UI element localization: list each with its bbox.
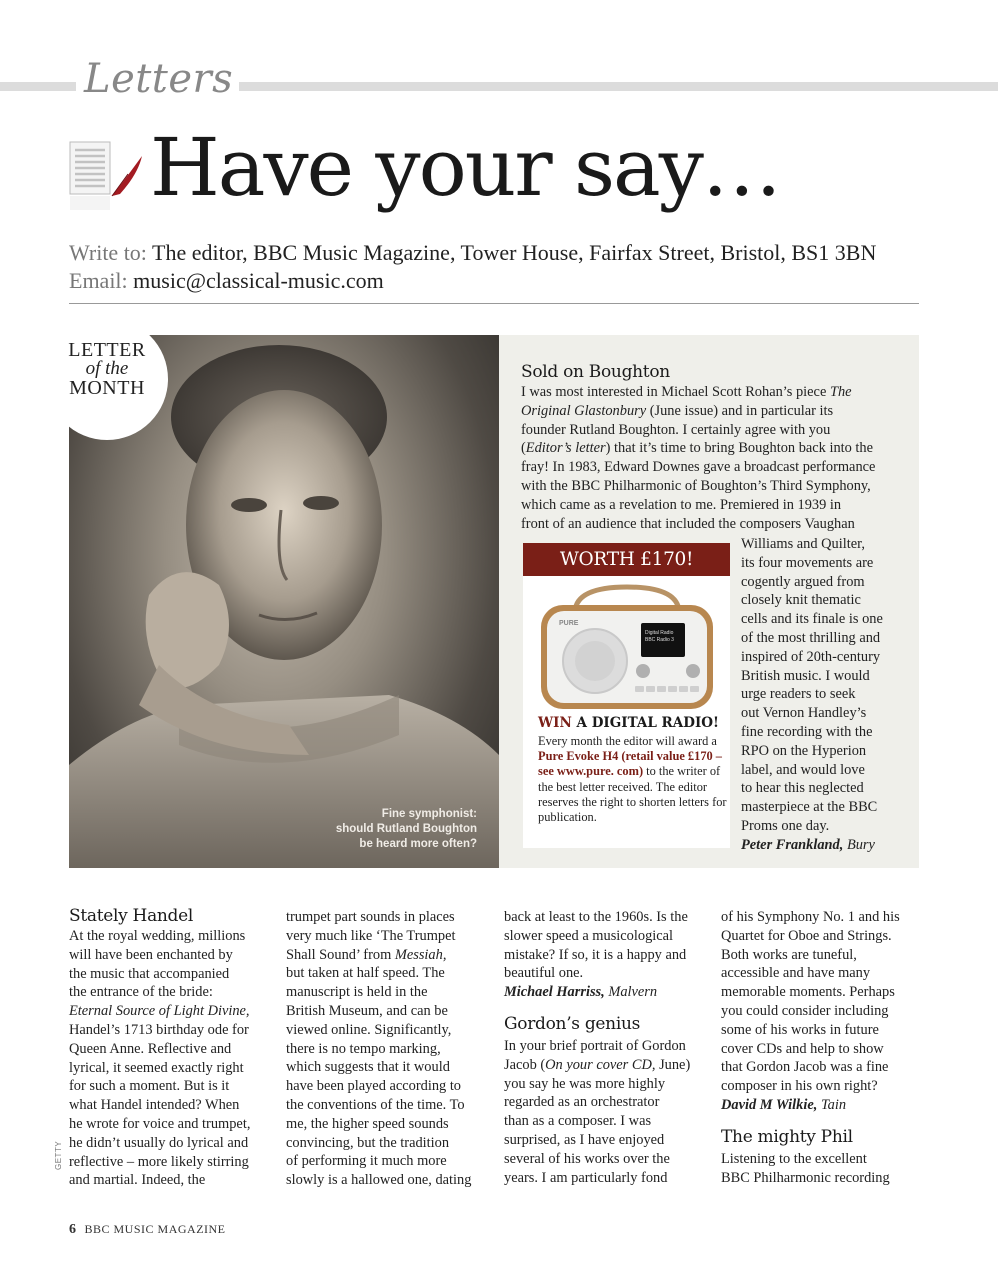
header-rule [69, 303, 919, 304]
page-number: 6 [69, 1222, 77, 1237]
lotm-line: (Editor’s letter) that it’s time to bring Boughton back into the [521, 440, 874, 457]
handel-line: trumpet part sounds in places [286, 909, 455, 925]
gordon-line: you say he was more highly [504, 1075, 666, 1092]
lotm-line: urge readers to seek [741, 686, 856, 703]
lotm-body [521, 383, 911, 533]
caption-line-2: should Rutland Boughton [335, 823, 477, 835]
lotm-line: fray! In 1983, Edward Downes gave a broadcast performance [521, 459, 876, 476]
caption-line-1: Fine symphonist: [381, 808, 477, 820]
gordon-line: years. I am particularly fond [504, 1169, 668, 1186]
lotm-line: Original Glastonbury (June issue) and in particular its [521, 402, 834, 419]
badge-line-3: MONTH [69, 377, 145, 399]
lotm-line: cogently argued from [741, 573, 865, 590]
gordon-line: Both works are tuneful, [721, 946, 857, 963]
handel-body-1 [69, 927, 269, 1190]
gordon-line: some of his works in future [721, 1021, 879, 1038]
write-to-label: Write to: [69, 240, 147, 265]
gordon-line: of his Symphony No. 1 and his [721, 909, 900, 925]
competition-prize: Pure Evoke H4 (retail value £170 – see www.pure. com) [538, 749, 723, 779]
handel-line: lyrical, it seemed exactly right [69, 1059, 244, 1076]
gordon-line: regarded as an orchestrator [504, 1094, 660, 1111]
handel-line: Shall Sound’ from Messiah, [286, 946, 447, 963]
email-label: Email: [69, 268, 128, 293]
lotm-line: label, and would love [741, 761, 865, 778]
lotm-line: British music. I would [741, 667, 870, 684]
phil-body [721, 1150, 921, 1188]
handel-line: the conventions of the time. To [286, 1096, 465, 1113]
magazine-name: BBC MUSIC MAGAZINE [84, 1222, 226, 1236]
gordon-line: memorable moments. Perhaps [721, 984, 895, 1001]
handel-line: At the royal wedding, millions [69, 928, 246, 944]
lotm-line: front of an audience that included the composers Vaughan [521, 515, 855, 532]
competition-box [523, 543, 730, 848]
competition-title [538, 715, 719, 731]
handel-line: Handel’s 1713 birthday ode for [69, 1021, 249, 1038]
handel-line: me, the higher speed sounds [286, 1115, 449, 1132]
handel-line: British Museum, and can be [286, 1002, 448, 1019]
handel-line: convincing, but the tradition [286, 1134, 450, 1151]
competition-title-accent: WIN [538, 715, 572, 731]
lotm-line: which came as a revelation to me. Premiered in 1939 in [521, 496, 842, 513]
gordon-line: accessible and have many [721, 965, 871, 982]
phil-heading: The mighty Phil [721, 1126, 853, 1147]
gordon-line: Quartet for Oboe and Strings. [721, 927, 892, 944]
badge-line-1: LETTER [68, 339, 146, 361]
competition-text: Every month the editor will award a Pure Evoke H4 (retail value £170 – see www.pure. com) to the writer of the best letter received. The editor reserves the right to shorten letters for publication. [538, 734, 727, 825]
handel-line: back at least to the 1960s. Is the [504, 909, 688, 925]
letter-of-the-month-badge [46, 318, 168, 440]
lotm-line: of the most thrilling and [741, 629, 881, 646]
lotm-line: Proms one day. [741, 817, 830, 834]
section-label: Letters [78, 56, 239, 102]
write-to-line [69, 240, 876, 266]
handel-line: Eternal Source of Light Divine, [69, 1003, 250, 1020]
column-3 [504, 908, 709, 1187]
caption-line-3: be heard more often? [359, 838, 477, 850]
radio-brand: PURE [559, 620, 579, 627]
handel-line: but taken at half speed. The [286, 965, 445, 982]
handel-line: there is no tempo marking, [286, 1040, 441, 1057]
section-rule-left [0, 82, 76, 91]
email-address[interactable]: music@classical-music.com [133, 268, 384, 293]
gordon-line: several of his works over the [504, 1150, 670, 1167]
page-footer [69, 1222, 226, 1238]
handel-line: what Handel intended? When [69, 1097, 240, 1114]
lotm-line: its four movements are [741, 554, 874, 571]
handel-line: reflective – more likely stirring [69, 1153, 249, 1170]
phil-line: Listening to the excellent [721, 1150, 867, 1167]
phil-line: BBC Philharmonic recording [721, 1169, 890, 1186]
lotm-line: Williams and Quilter, [741, 536, 865, 552]
lotm-body-narrow [741, 535, 916, 855]
column-4 [721, 908, 921, 1187]
postal-address: The editor, BBC Music Magazine, Tower House, Fairfax Street, Bristol, BS1 3BN [152, 240, 877, 265]
handel-line: viewed online. Significantly, [286, 1021, 452, 1038]
gordon-body-1 [504, 1037, 709, 1187]
handel-line: slower speed a musicological [504, 927, 674, 944]
radio-screen-line-2: BBC Radio 3 [645, 637, 674, 643]
lotm-line: I was most interested in Michael Scott Rohan’s piece The [521, 384, 852, 400]
photo-credit: GETTY [54, 1140, 63, 1170]
handel-line: for such a moment. But is it [69, 1078, 230, 1095]
lotm-signature: Peter Frankland, Bury [741, 836, 875, 853]
handel-line: will have been enchanted by [69, 946, 233, 963]
lotm-line: with the BBC Philharmonic of Boughton’s Third Symphony, [521, 477, 871, 494]
handel-line: he didn’t usually do lyrical and [69, 1134, 249, 1151]
lotm-line: RPO on the Hyperion [741, 742, 867, 759]
lotm-letter [521, 361, 911, 533]
radio-screen-line-1: Digital Radio [645, 630, 674, 636]
photo-caption [336, 807, 477, 852]
handel-line: beautiful one. [504, 965, 584, 982]
handel-line: slowly is a hallowed one, dating [286, 1172, 472, 1189]
handel-line: have been played according to [286, 1078, 462, 1095]
handel-line: and martial. Indeed, the [69, 1172, 206, 1189]
gordon-line: surprised, as I have enjoyed [504, 1131, 665, 1148]
gordon-line: composer in his own right? [721, 1078, 878, 1095]
badge-line-2: of the [85, 358, 129, 379]
handel-line: very much like ‘The Trumpet [286, 927, 456, 944]
handel-line: the music that accompanied [69, 965, 230, 982]
gordon-line: In your brief portrait of Gordon [504, 1037, 686, 1054]
handel-signature: Michael Harriss, Malvern [504, 984, 658, 1001]
page-title: Have your say… [150, 121, 780, 214]
handel-line: mistake? If so, it is a happy and [504, 946, 687, 963]
handel-body-3 [504, 908, 709, 1002]
lotm-line: cells and its finale is one [741, 611, 883, 628]
handel-heading: Stately Handel [69, 906, 194, 926]
gordon-line: that Gordon Jacob was a fine [721, 1059, 889, 1076]
gordon-heading: Gordon’s genius [504, 1013, 641, 1034]
lotm-line: masterpiece at the BBC [741, 799, 878, 816]
handel-line: Queen Anne. Reflective and [69, 1040, 232, 1057]
lotm-line: closely knit thematic [741, 592, 861, 609]
handel-letter-col2 [286, 908, 491, 1190]
handel-line: which suggests that it would [286, 1059, 450, 1076]
handel-line: the entrance of the bride: [69, 984, 213, 1001]
digital-radio-image [537, 583, 717, 715]
handel-letter-col1 [69, 905, 269, 1190]
competition-title-rest: A DIGITAL RADIO! [571, 715, 719, 731]
gordon-line: cover CDs and help to show [721, 1040, 884, 1057]
lotm-line: out Vernon Handley’s [741, 705, 867, 722]
lotm-heading: Sold on Boughton [521, 362, 670, 382]
lotm-line: inspired of 20th-century [741, 648, 881, 665]
gordon-line: you could consider including [721, 1002, 889, 1019]
letter-quill-icon [68, 138, 148, 213]
gordon-signature: David M Wilkie, Tain [721, 1096, 847, 1113]
lotm-line: to hear this neglected [741, 780, 864, 797]
gordon-body-2 [721, 908, 921, 1115]
lotm-line: founder Rutland Boughton. I certainly agree with you [521, 421, 831, 438]
gordon-line: Jacob (On your cover CD, June) [504, 1056, 691, 1073]
handel-line: manuscript is held in the [286, 984, 428, 1001]
handel-line: he wrote for voice and trumpet, [69, 1115, 251, 1132]
email-line [69, 268, 384, 294]
lotm-line: fine recording with the [741, 723, 873, 740]
gordon-line: than as a composer. I was [504, 1113, 652, 1130]
section-rule-right [196, 82, 998, 91]
handel-line: of performing it much more [286, 1153, 447, 1170]
competition-banner: WORTH £170! [523, 543, 730, 576]
